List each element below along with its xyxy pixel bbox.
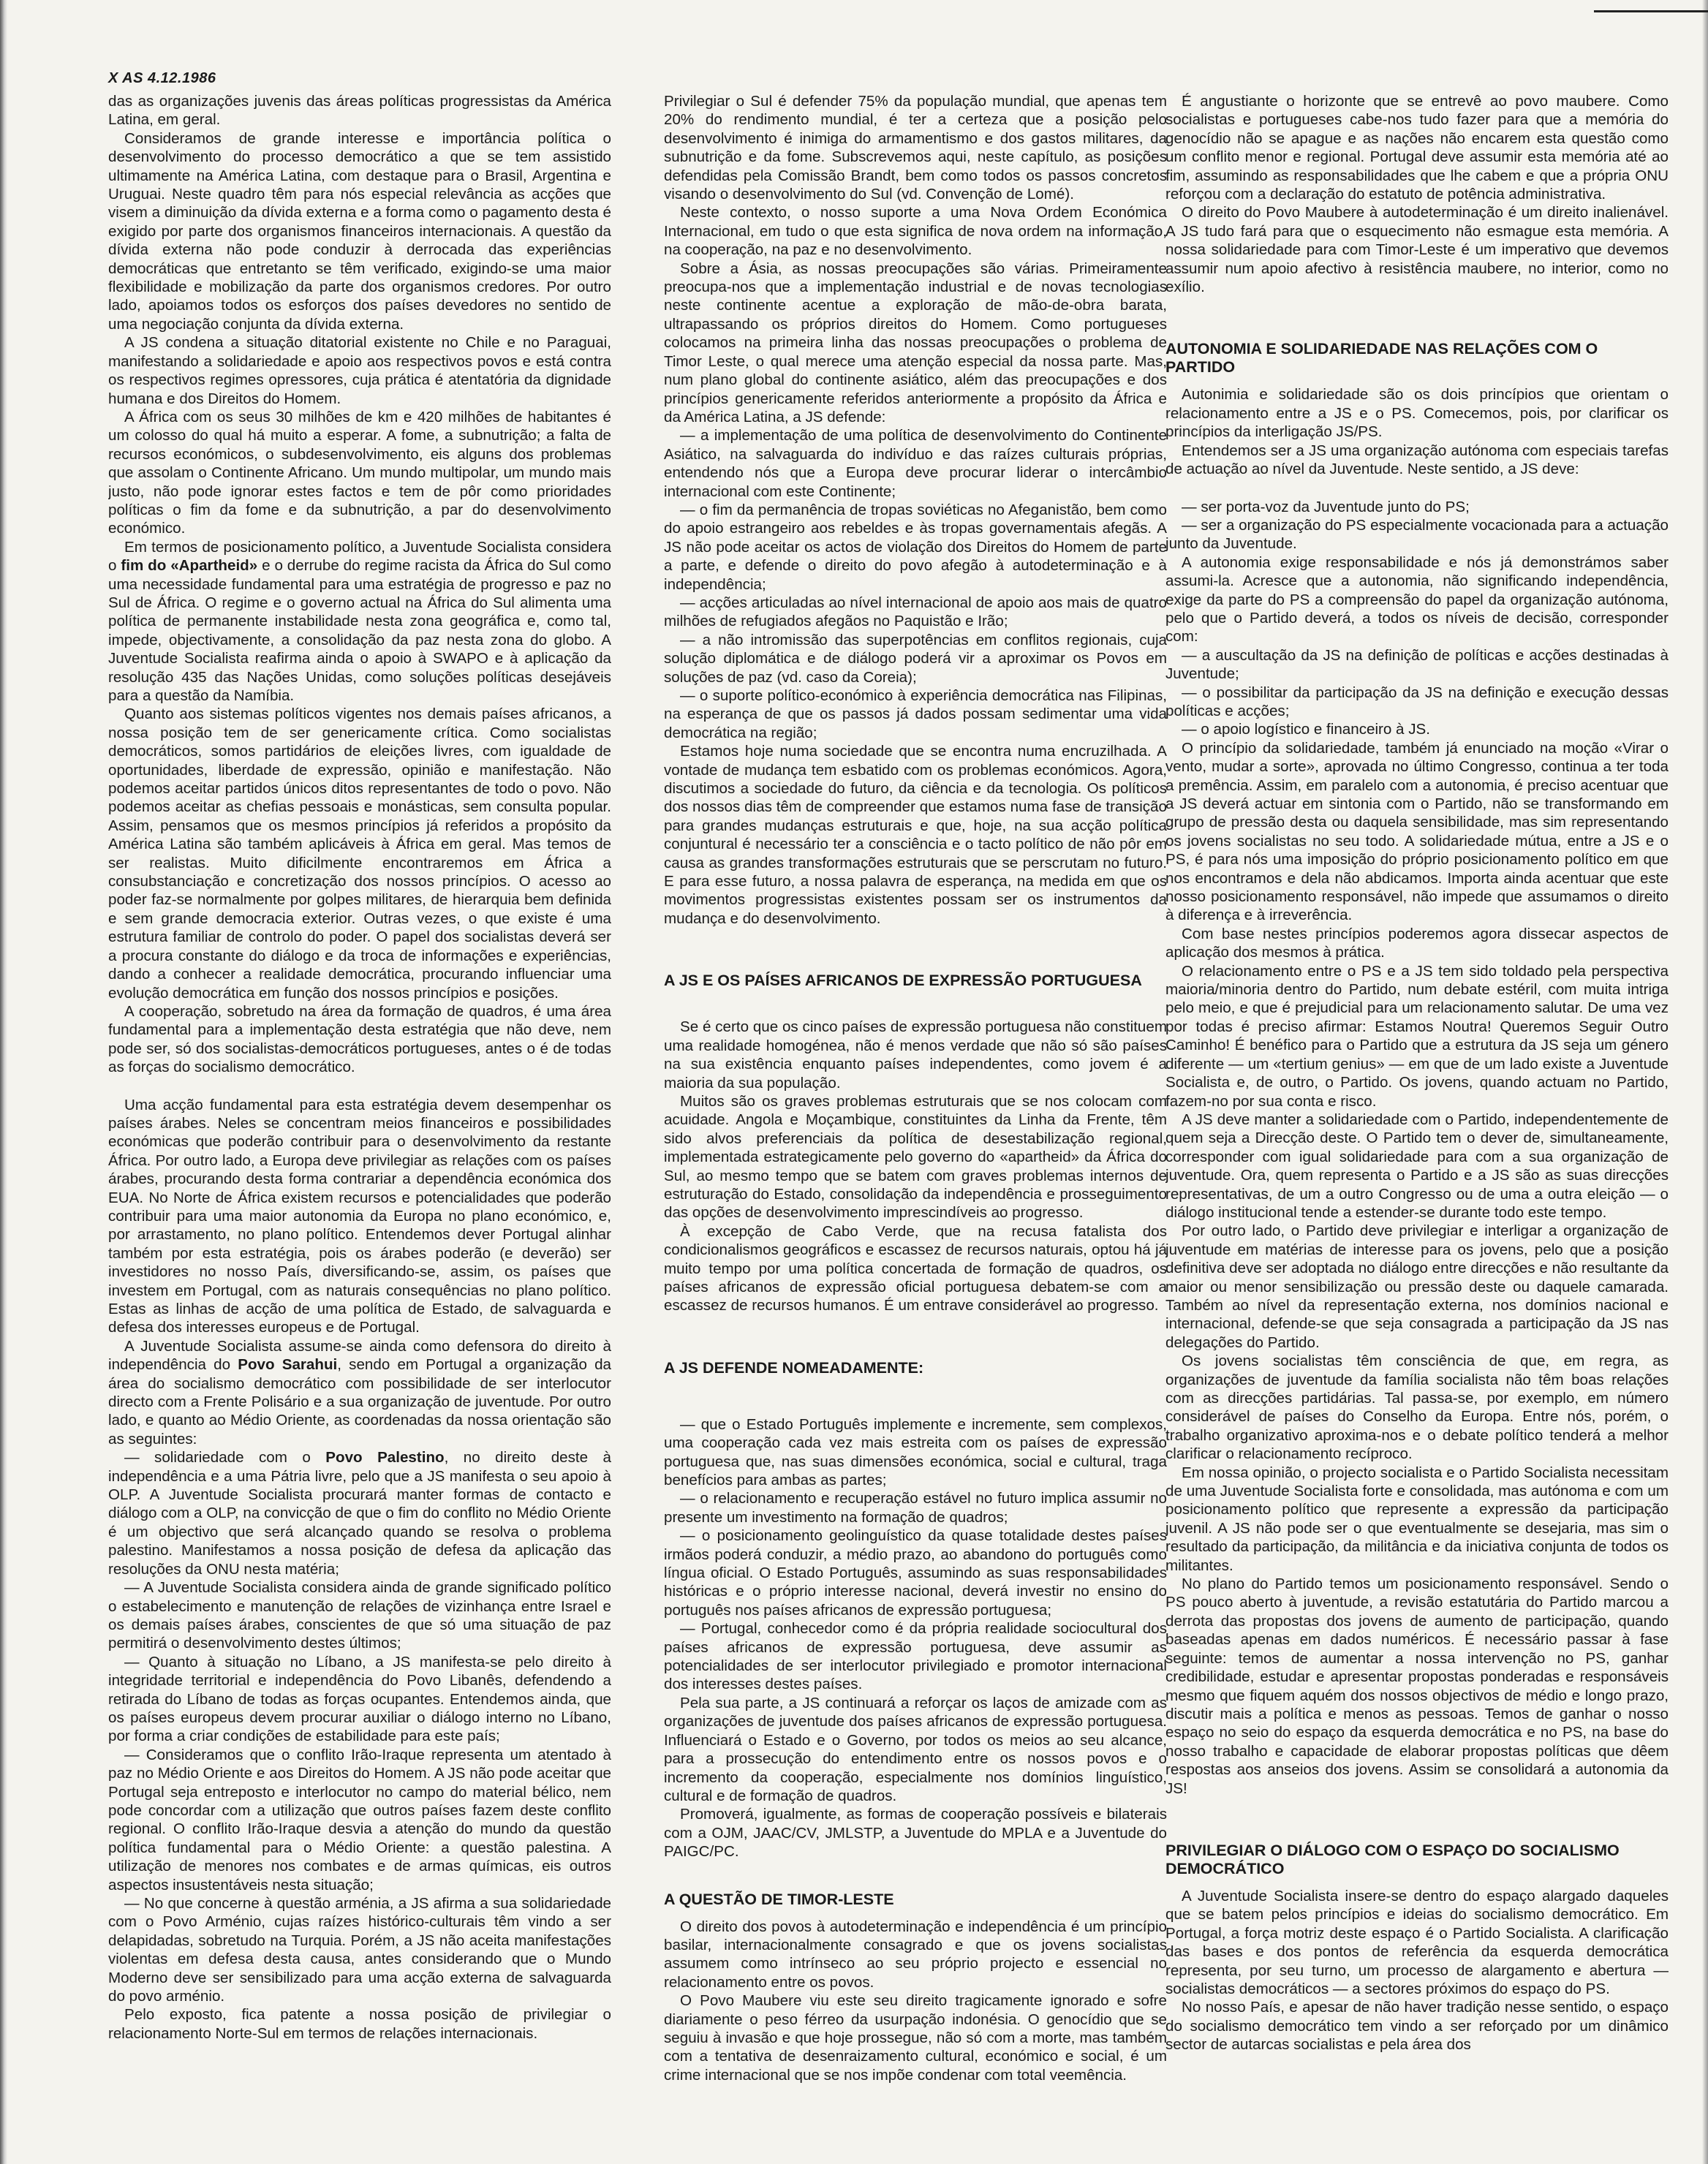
paragraph: A África com os seus 30 milhões de km e 420 milhões de habitantes é um colosso do qual há muito a esperar. A fome, a subnutrição; a falta de recursos económicos, o subdesenvolvimento, eis alguns dos problemas que assolam o Continente Africano. Um mundo multipolar, um mundo mais justo, não pode ignorar estes factos e tem de pôr como prioridades políticas o fim da fome e da subnutrição, a par do desenvolvimento económico. (108, 408, 611, 537)
paragraph: O princípio da solidariedade, também já enunciado na moção «Virar o vento, mudar a sorte», aprovada no último Congresso, continua a ter toda a premência. Assim, em paralelo com a autonomia, é preciso acentuar que a JS deverá actuar em sintonia com o Partido, não se transformando em grupo de pressão desta ou daquela sensibilidade, mas sim representando os jovens socialistas no seu todo. A solidariedade mútua, entre a JS e o PS, é para nós uma imposição do próprio posicionamento político em que nos encontramos e dela não abdicamos. Importa ainda acentuar que este nosso posicionamento responsável, não impede que assumamos o direito à diferença e à irreverência. (1165, 739, 1669, 924)
dash-item: — o suporte político-económico à experiência democrática nas Filipinas, na esperança de que os passos já dados possam sedimentar uma vida democrática na região; (664, 687, 1167, 741)
spacer (664, 1386, 1167, 1415)
spacer (1165, 479, 1669, 498)
text-span: Em termos de posicionamento político, a Juventude Socialista considera o (108, 538, 611, 575)
section-heading: A JS E OS PAÍSES AFRICANOS DE EXPRESSÃO PORTUGUESA (664, 972, 1142, 990)
dash-item (108, 1448, 611, 1578)
dash-item: — Quanto à situação no Líbano, a JS manifesta-se pelo direito à integridade territorial e independência do Povo Libanês, defendendo a retirada do Líbano de todas as forças ocupantes. Entendemos ainda, que os países europeus devem procurar auxiliar o diálogo interno no Líbano, por forma a criar condições de estabilidade para este país; (108, 1653, 611, 1745)
paragraph (108, 538, 611, 705)
spacer (664, 928, 1167, 972)
column-3 (1165, 92, 1669, 2139)
paragraph: Promoverá, igualmente, as formas de cooperação possíveis e bilaterais com a OJM, JAAC/CV, JMLSTP, a Juventude do MPLA e a Juventude do PAIGC/PC. (664, 1806, 1167, 1861)
spacer (1165, 296, 1669, 340)
paragraph: Quanto aos sistemas políticos vigentes nos demais países africanos, a nossa posição tem de ser genericamente crítica. Como socialistas democráticos, somos partidários de eleições livres, com igualdade de oportunidades, liberdade de expressão, opinião e manifestação. Não podemos aceitar partidos únicos ditos representantes de todo o povo. Não podemos aceitar as chefias pessoais e monásticas, sem consulta popular. Assim, pensamos que os mesmos princípios já referidos a propósito da América Latina são também aplicáveis à África em geral. Mas temos de ser realistas. Muito dificilmente encontraremos em África a consubstanciação e concretização dos nossos princípios. O acesso ao poder faz-se normalmente por golpes militares, de hierarquia bem definida e sem grande democracia exterior. Outras vezes, o que existe é uma estrutura familiar de controlo do poder. O papel dos socialistas deverá ser a procura constante do diálogo e da troca de informações e experiências, dando a conhecer a realidade democrática, procurando influenciar uma evolução democrática em função dos nossos princípios e posições. (108, 705, 611, 1002)
top-rule (1594, 10, 1708, 12)
text-span: , no direito deste à independência e a uma Pátria livre, pelo que a JS manifesta o seu apoio à OLP. A Juventude Socialista procurará manter formas de contacto e diálogo com a OLP, na convicção de que o fim do conflito no Médio Oriente é um objectivo que será alcançado quando se resolva o problema palestino. Manifestamos a nossa posição de defesa da aplicação das resoluções da ONU nesta matéria; (108, 1449, 611, 1578)
dash-item: — o fim da permanência de tropas soviéticas no Afeganistão, bem como do apoio estrangeiro aos rebeldes e às tropas governamentais afegãs. A JS não pode aceitar os actos de violação dos Direitos do Homem de parte a parte, e defende o direito do povo afegão à autodeterminação e à independência; (664, 501, 1167, 593)
dash-item: — ser a organização do PS especialmente vocacionada para a actuação junto da Juventude. (1165, 516, 1669, 553)
page-edge-right (1702, 0, 1708, 2164)
bold-term: fim do «Apartheid» (121, 557, 258, 575)
paragraph: Por outro lado, o Partido deve privilegiar e interligar a organização de juventude em matérias de interesse para os jovens, pelo que a posição definitiva deve ser adoptada no diálogo entre direcções e não resultante da maior ou menor sensibilização ou pressão deste ou daquele camarada. Também ao nível da representação externa, nos domínios nacional e internacional, defende-se que seja consagrada a participação da JS nas delegações do Partido. (1165, 1222, 1669, 1351)
dash-item: — o apoio logístico e financeiro à JS. (1182, 721, 1430, 738)
paragraph: Uma acção fundamental para esta estratégia devem desempenhar os países árabes. Neles se concentram meios financeiros e possibilidades económicas que poderão contribuir para o desenvolvimento da restante África. Por outro lado, a Europa deve privilegiar as relações com os países árabes, procurando desta forma contrariar a dependência económica dos EUA. No Norte de África existem recursos e potencialidades que poderão contribuir para uma maior autonomia da Europa no plano económico, e, por arrastamento, no plano político. Entendemos dever Portugal alinhar também por esta estratégia, pois os árabes poderão (e deverão) ser investidores no nosso País, diversificando-se, assim, os países que investem em Portugal, com as naturais consequências no plano político. Estas as linhas de acção de uma política de Estado, de salvaguarda e defesa dos interesses europeus e de Portugal. (108, 1096, 611, 1336)
paragraph: Neste contexto, o nosso suporte a uma Nova Ordem Económica Internacional, em tudo o que esta significa de nova ordem na informação, na cooperação, na paz e no desenvolvimento. (664, 204, 1167, 259)
dash-item: — acções articuladas ao nível internacional de apoio aos mais de quatro milhões de refugiados afegãos no Paquistão e Irão; (664, 594, 1167, 630)
paragraph: Privilegiar o Sul é defender 75% da população mundial, que apenas tem 20% do rendimento mundial, é ter a certeza que a posição pelo desenvolvimento é inimiga do armamentismo e dos gastos militares, da subnutrição e da fome. Subscrevemos aqui, neste capítulo, as posições defendidas pela Comissão Brandt, bem como todos os passos concretos visando o desenvolvimento do Sul (vd. Convenção de Lomé). (664, 93, 1167, 203)
paragraph: Em nossa opinião, o projecto socialista e o Partido Socialista necessitam de uma Juventude Socialista forte e consolidada, mas autónoma e com um posicionamento político que represente a expressão da participação juvenil. A JS não pode ser o que eventualmente se desejaria, mas sim o resultado da participação, da militância e da iniciativa conjunta de todos os militantes. (1165, 1464, 1669, 1574)
paragraph: Muitos são os graves problemas estruturais que se nos colocam com acuidade. Angola e Moçambique, constituintes da Linha da Frente, têm sido alvos preferenciais da política de desestabilização regional, implementada estrategicamente pelo governo do «apartheid» da África do Sul, ao mesmo tempo que se batem com graves problemas internos de estruturação do Estado, consolidação da independência e prosseguimento das opções de desenvolvimento imprescindíveis ao progresso. (664, 1092, 1167, 1222)
paragraph: das as organizações juvenis das áreas políticas progressistas da América Latina, em geral. (108, 93, 611, 129)
section-heading: PRIVILEGIAR O DIÁLOGO COM O ESPAÇO DO SOCIALISMO DEMOCRÁTICO (1165, 1841, 1620, 1877)
paragraph: O direito do Povo Maubere à autodeterminação é um direito inalienável. A JS tudo fará para que o esquecimento não esmague esta memória. A nossa solidariedade para com Timor-Leste é um imperativo que devemos assumir num apoio afectivo à resistência maubere, no interior, como no exílio. (1165, 204, 1669, 296)
paragraph: Pela sua parte, a JS continuará a reforçar os laços de amizade com as organizações de juventude dos países africanos de expressão portuguesa. Influenciará o Estado e o Governo, por todos os meios ao seu alcance, para a prossecução do entendimento entre os nossos povos e o incremento da cooperação, especialmente nos domínios linguístico, cultural e de formação de quadros. (664, 1694, 1167, 1804)
paragraph: No nosso País, e apesar de não haver tradição nesse sentido, o espaço do socialismo democrático tem vindo a ser reforçado por um dinâmico sector de autarcas socialistas e pela área dos (1165, 1999, 1669, 2054)
column-2 (664, 92, 1167, 2139)
paragraph: Os jovens socialistas têm consciência de que, em regra, as organizações de juventude da família socialista não têm boas relações com as direcções partidárias. Tal passa-se, por exemplo, em número considerável de países do Conselho da Europa. Entre nós, porém, o trabalho organizativo aproxima-nos e o debate político tenderá a melhor clarificar o relacionamento recíproco. (1165, 1352, 1669, 1463)
spacer (664, 999, 1167, 1018)
dash-item: — a implementação de uma política de desenvolvimento do Continente Asiático, na salvaguarda do indivíduo e das raízes culturais próprias, entendendo nós que a Europa deve procurar liderar o intercâmbio internacional com este Continente; (664, 427, 1167, 500)
dash-item: — Portugal, conhecedor como é da própria realidade sociocultural dos países africanos de expressão portuguesa, deve assumir as potencialidades de ser interlocutor privilegiado e promotor internacional dos interesses destes países. (664, 1620, 1167, 1693)
dash-item: — que o Estado Português implemente e incremente, sem complexos, uma cooperação cada vez mais estreita com os países de expressão portuguesa que, nas suas dimensões económica, social e cultural, traga benefícios para ambas as partes; (664, 1415, 1167, 1488)
page-header-date: X AS 4.12.1986 (108, 70, 216, 86)
spacer (1165, 1798, 1669, 1842)
section-heading: AUTONOMIA E SOLIDARIEDADE NAS RELAÇÕES COM O PARTIDO (1165, 340, 1598, 377)
paragraph: No plano do Partido temos um posicionamento responsável. Sendo o PS pouco aberto à juventude, a revisão estatutária do Partido marcou a derrota das propostas dos jovens de aumento de participação, quando baseadas apenas em dados numéricos. É necessário passar à fase seguinte: temos de aumentar a nossa intervenção no PS, ganhar credibilidade, estudar e apresentar propostas ponderadas e responsáveis mesmo que fiquem aquém dos nossos objectivos de médio e longo prazo, discutir mais a política e menos as pessoas. Temos de ganhar o nosso espaço no seio do espaço da esquerda democrática e no PS, na base do nosso trabalho e capacidade de elaborar propostas políticas que dêem respostas aos anseios dos jovens. Assim se consolidará a autonomia da JS! (1165, 1575, 1669, 1797)
text-span: , sendo em Portugal a organização da área do socialismo democrático com possibilidade de ser interlocutor directo com a Frente Polisário e a sua organização de juventude. Por outro lado, e quanto ao Médio Oriente, as coordenadas da nossa orientação são as seguintes: (108, 1356, 611, 1448)
spacer (664, 1861, 1167, 1891)
paragraph: A autonomia exige responsabilidade e nós já demonstrámos saber assumi-la. Acresce que a autonomia, não significando independência, exige da parte do PS a compreensão do papel da organização autónoma, pelo que o Partido deverá, a todos os níveis de decisão, corresponder com: (1165, 553, 1669, 646)
bold-term: Povo Palestino (325, 1449, 445, 1467)
dash-item: — ser porta-voz da Juventude junto do PS; (1182, 498, 1470, 515)
paragraph: Se é certo que os cinco países de expressão portuguesa não constituem uma realidade homogénea, não é menos verdade que não só são países na sua existência enquanto países independentes, como jovem é a maioria da sua população. (664, 1018, 1167, 1092)
paragraph: O Povo Maubere viu este seu direito tragicamente ignorado e sofre diariamente o peso férreo da usurpação indonésia. O genocídio que se seguiu à invasão e que hoje prossegue, não só com a morte, mas também com a tentativa de desenraizamento cultural, económico e social, é um crime internacional que se nos impõe condenar com total veemência. (664, 1992, 1167, 2084)
dash-item: — o posicionamento geolinguístico da quase totalidade destes países irmãos poderá conduzir, a médio prazo, ao abandono do português como língua oficial. O Estado Português, assumindo as suas responsabilidades históricas e o próprio interesse nacional, deverá investir no ensino do português nos países africanos de expressão portuguesa; (664, 1527, 1167, 1619)
paragraph: Com base nestes princípios poderemos agora dissecar aspectos de aplicação dos mesmos à prática. (1165, 925, 1669, 961)
section-heading: A QUESTÃO DE TIMOR-LESTE (664, 1890, 894, 1908)
dash-item: — a auscultação da JS na definição de políticas e acções destinadas à Juventude; (1165, 646, 1669, 683)
paragraph: Sobre a Ásia, as nossas preocupações são várias. Primeiramente preocupa-nos que a implementação industrial e de novas tecnologias neste continente acentue a exploração de mão-de-obra barata, ultrapassando os próprios direitos do Homem. Como portugueses colocamos na primeira linha das nossas preocupações o problema de Timor Leste, o qual merece uma atenção especial da nossa parte. Mas, num plano global do continente asiático, além das preocupações e dos princípios genericamente referidos anteriormente a propósito da África e da América Latina, a JS defende: (664, 260, 1167, 425)
dash-item: — Consideramos que o conflito Irão-Iraque representa um atentado à paz no Médio Oriente e aos Direitos do Homem. A JS não pode aceitar que Portugal seja entreposto e interlocutor no campo do material bélico, nem pode concordar com a utilização que outros países fazem deste conflito regional. O conflito Irão-Iraque desvia a atenção do mundo da questão política fundamental para o Médio Oriente: a questão palestina. A utilização de menores nos combates e de armas químicas, eis outros aspectos insustentáveis nesta situação; (108, 1746, 611, 1894)
text-span: — solidariedade com o (124, 1449, 326, 1467)
paragraph: Entendemos ser a JS uma organização autónoma com especiais tarefas de actuação ao nível da Juventude. Neste sentido, a JS deve: (1165, 442, 1669, 478)
dash-item: — A Juventude Socialista considera ainda de grande significado político o estabelecimento e manutenção de relações de vizinhança entre Israel e os demais países árabes, conscientes de que só uma situação de paz permitirá o desenvolvimento destes últimos; (108, 1579, 611, 1652)
paragraph: O direito dos povos à autodeterminação e independência é um princípio basilar, internacionalmente consagrado e que os jovens socialistas assumem como intrínseco ao seu próprio projecto e essencial no relacionamento entre os povos. (664, 1918, 1167, 1991)
text-span: e o derrube do regime racista da África do Sul como uma necessidade fundamental para uma estratégia de progresso e paz no Sul de África. O regime e o governo actual na África do Sul alimenta uma política de permanente instabilidade nesta zona geográfica e, como tal, impede, objectivamente, a consolidação da paz nesta zona do globo. A Juventude Socialista reafirma ainda o apoio à SWAPO e à aplicação da resolução 435 das Nações Unidas, como soluções políticas desejáveis para a questão da Namíbia. (108, 557, 611, 704)
dash-item: — No que concerne à questão arménia, a JS afirma a sua solidariedade com o Povo Arménio, cujas raízes histórico-culturais têm vindo a ser delapidadas, sobretudo na Turquia. Porém, a JS não aceita manifestações violentas em defesa desta causa, antes considerando que o Mundo Moderno deve ser sensibilizado para uma acção externa de salvaguarda do povo arménio. (108, 1895, 611, 2005)
column-1 (108, 92, 611, 2139)
paragraph: Autonimia e solidariedade são os dois princípios que orientam o relacionamento entre a JS e o PS. Comecemos, pois, por clarificar os princípios da interligação JS/PS. (1165, 386, 1669, 441)
paragraph: A Juventude Socialista insere-se dentro do espaço alargado daqueles que se batem pelos princípios e ideias do socialismo democrático. Em Portugal, a força motriz deste espaço é o Partido Socialista. A clarificação das bases e dos pontos de referência da esquerda democrática representa, por seu turno, um processo de alargamento e abertura — socialistas democráticos — a sectores próximos do espaço do PS. (1165, 1887, 1669, 1997)
dash-item: — o possibilitar da participação da JS na definição e execução dessas políticas e acções; (1165, 684, 1669, 719)
paragraph: É angustiante o horizonte que se entrevê ao povo maubere. Como socialistas e portugueses cabe-nos tudo fazer para que a memória do genocídio não se apague e as nações não encarem esta questão como um conflito menor e regional. Portugal deve assumir esta memória até ao fim, assumindo as responsabilidades que lhe cabem e que a própria ONU reforçou com a declaração do estatuto de potência administrativa. (1165, 93, 1669, 203)
paragraph: A JS deve manter a solidariedade com o Partido, independentemente de quem seja a Direcção deste. O Partido tem o dever de, simultaneamente, corresponder com igual solidariedade para com a sua organização de juventude. Ora, quem representa o Partido e a JS são as suas direcções representativas, de um a outro Congresso ou de uma a outra eleição — o diálogo institucional tende a estender-se durante todo este tempo. (1165, 1111, 1669, 1221)
dash-item: — o relacionamento e recuperação estável no futuro implica assumir no presente um investimento na formação de quadros; (664, 1490, 1167, 1526)
paragraph: A cooperação, sobretudo na área da formação de quadros, é uma área fundamental para a implementação desta estratégia que não deve, nem pode ser, só dos socialistas-democráticos portugueses, antes o é de todas as forças do socialismo democrático. (108, 1002, 611, 1076)
page-edge-left (0, 0, 7, 2164)
paragraph: O relacionamento entre o PS e a JS tem sido toldado pela perspectiva maioria/minoria dentro do Partido, num debate estéril, com muita intriga pelo meio, e que é prejudicial para um relacionamento salutar. De uma vez por todas é preciso afirmar: Estamos Noutra! Queremos Seguir Outro Caminho! É benéfico para o Partido que a estrutura da JS seja um género diferente — um «tertium genius» — em que de um lado existe a Juventude Socialista e, de outro, o Partido. Os jovens, quando actuam no Partido, fazem-no por sua conta e risco. (1165, 962, 1669, 1110)
dash-item: — a não intromissão das superpotências em conflitos regionais, cuja solução diplomática e de diálogo poderá vir a aproximar os Povos em soluções de paz (vd. caso da Coreia); (664, 631, 1167, 686)
paragraph (108, 1337, 611, 1448)
bold-term: Povo Sarahui (238, 1356, 338, 1374)
spacer (664, 1315, 1167, 1359)
text-span: A Juventude Socialista assume-se ainda como defensora do direito à independência do (108, 1337, 611, 1374)
section-heading: A JS DEFENDE NOMEADAMENTE: (664, 1358, 924, 1377)
paragraph: Pelo exposto, fica patente a nossa posição de privilegiar o relacionamento Norte-Sul em termos de relações internacionais. (108, 2006, 611, 2042)
paragraph: À excepção de Cabo Verde, que na recusa fatalista dos condicionalismos geográficos e escassez de recursos naturais, optou há já muito tempo por uma política concertada de formação de quadros, os países africanos de expressão oficial portuguesa debatem-se com a escassez de recursos humanos. É um entrave considerável ao progresso. (664, 1222, 1167, 1314)
paragraph: Consideramos de grande interesse e importância política o desenvolvimento do processo democrático a que se tem assistido ultimamente na América Latina, com destaque para o Brasil, Argentina e Uruguai. Neste quadro têm para nós especial relevância as acções que visem a diminuição da dívida externa e a forma como o pagamento desta é exigido por parte dos organismos financeiros internacionais. A questão da dívida externa não pode conduzir à derrocada das experiências democráticas que entretanto se têm verificado, exigindo-se uma maior flexibilidade e mobilização da parte dos organismos credores. Por outro lado, apoiamos todos os esforços dos países devedores no sentido de uma negociação conjunta da dívida externa. (108, 129, 611, 333)
paragraph: A JS condena a situação ditatorial existente no Chile e no Paraguai, manifestando a solidariedade e apoio aos respectivos povos e está contra os respectivos regimes opressores, cuja prática é atentatória da dignidade humana e dos Direitos do Homem. (108, 334, 611, 407)
paragraph: Estamos hoje numa sociedade que se encontra numa encruzilhada. A vontade de mudança tem esbatido com os problemas económicos. Agora, discutimos a sociedade do futuro, da ciência e da tecnologia. Os políticos dos nossos dias têm de compreender que estamos numa fase de transição para grandes mudanças estruturais e que, hoje, na sua acção política conjuntural é necessário ter a consciência e o tacto político de não pôr em causa as grandes transformações estruturais que se perscrutam no futuro. E para esse futuro, a nossa palavra de esperança, na medida em que os movimentos progressistas existentes possam ser os instrumentos da mudança e do desenvolvimento. (664, 743, 1167, 927)
spacer (108, 1077, 611, 1096)
